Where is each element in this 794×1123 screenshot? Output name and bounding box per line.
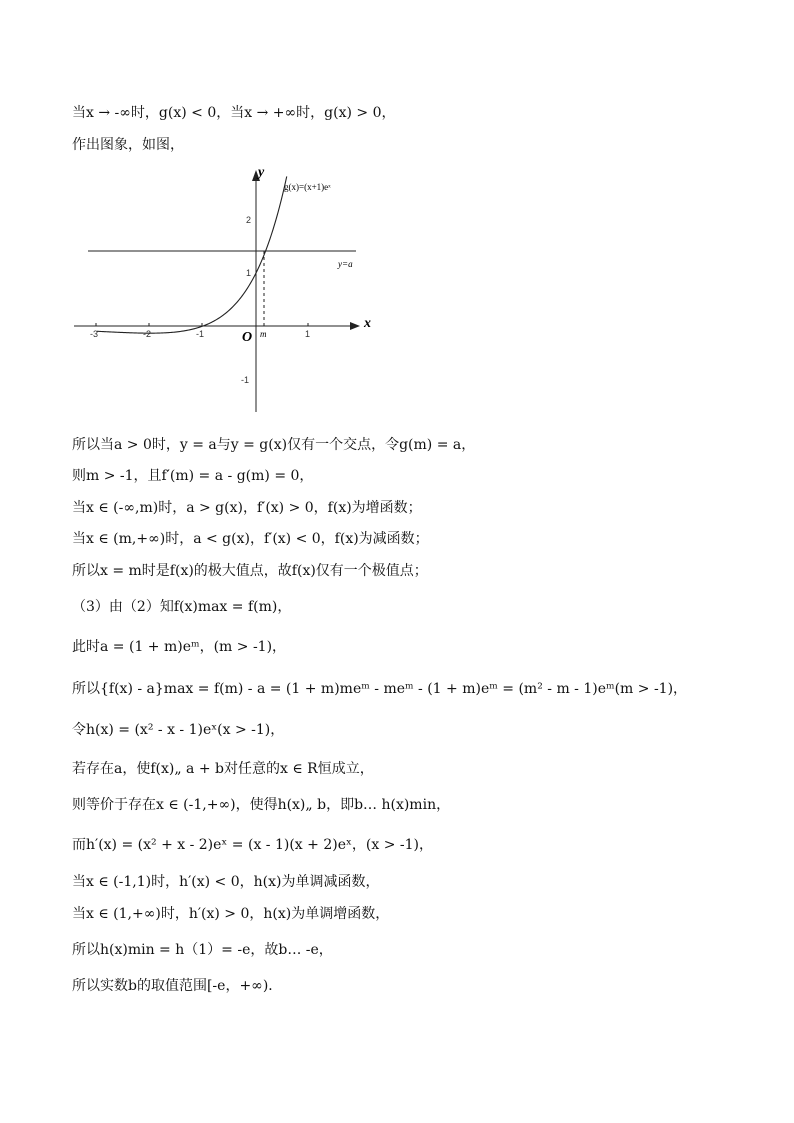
text-line-15: 当x ∈ (-1,1)时，h′(x) < 0，h(x)为单调减函数， — [72, 874, 380, 890]
text-line-11: 令h(x) = (x² - x - 1)eˣ(x > -1)， — [72, 722, 285, 738]
y-tick-label: 1 — [246, 268, 252, 278]
x-tick-label: -2 — [143, 329, 152, 339]
function-graph — [70, 160, 380, 418]
x-axis-arrow — [350, 322, 360, 330]
text-line-16: 当x ∈ (1,+∞)时，h′(x) > 0，h(x)为单调增函数， — [72, 906, 390, 922]
text-line-14: 而h′(x) = (x² + x - 2)eˣ = (x - 1)(x + 2)eˣ，(x > -1)， — [72, 837, 434, 853]
text-line-9: 此时a = (1 + m)eᵐ，(m > -1)， — [72, 639, 287, 655]
y-tick-label: 2 — [246, 215, 252, 225]
origin-label: O — [242, 330, 253, 345]
text-line-8: （3）由（2）知f(x)max = f(m)， — [72, 599, 292, 615]
curve-g — [97, 176, 287, 333]
text-line-5: 当x ∈ (-∞,m)时，a > g(x)，f′(x) > 0，f(x)为增函数； — [72, 500, 422, 516]
y-tick-label: -1 — [241, 375, 250, 385]
text-line-13: 则等价于存在x ∈ (-1,+∞)，使得h(x)„ b，即b… h(x)min， — [72, 797, 451, 813]
m-label: m — [260, 329, 267, 339]
text-line-10: 所以{f(x) - a}max = f(m) - a = (1 + m)meᵐ - meᵐ - (1 + m)eᵐ = (m² - m - 1)eᵐ(m > -1)， — [72, 681, 688, 697]
text-line-7: 所以x = m时是f(x)的极大值点，故f(x)仅有一个极值点； — [72, 563, 428, 579]
text-line-17: 所以h(x)min = h（1）= -e，故b… -e， — [72, 942, 333, 958]
text-line-6: 当x ∈ (m,+∞)时，a < g(x)，f′(x) < 0，f(x)为减函数； — [72, 531, 429, 547]
text-line-1: 当x → -∞时，g(x) < 0，当x → +∞时，g(x) > 0， — [72, 105, 396, 121]
text-line-12: 若存在a，使f(x)„ a + b对任意的x ∈ R恒成立， — [72, 761, 374, 777]
line-label: y=a — [338, 259, 353, 269]
x-tick-label: -3 — [90, 329, 99, 339]
text-line-2: 作出图象，如图， — [72, 137, 184, 153]
text-line-3: 所以当a > 0时，y = a与y = g(x)仅有一个交点，令g(m) = a， — [72, 437, 476, 453]
text-line-18: 所以实数b的取值范围[-e，+∞)． — [72, 978, 283, 994]
text-line-4: 则m > -1，且f′(m) = a - g(m) = 0， — [72, 468, 314, 484]
curve-label: g(x)=(x+1)eˣ — [284, 182, 331, 192]
x-tick-label: -1 — [196, 329, 205, 339]
x-tick-label: 1 — [305, 329, 311, 339]
y-axis-label: y — [258, 165, 265, 180]
x-axis-label: x — [364, 316, 371, 331]
